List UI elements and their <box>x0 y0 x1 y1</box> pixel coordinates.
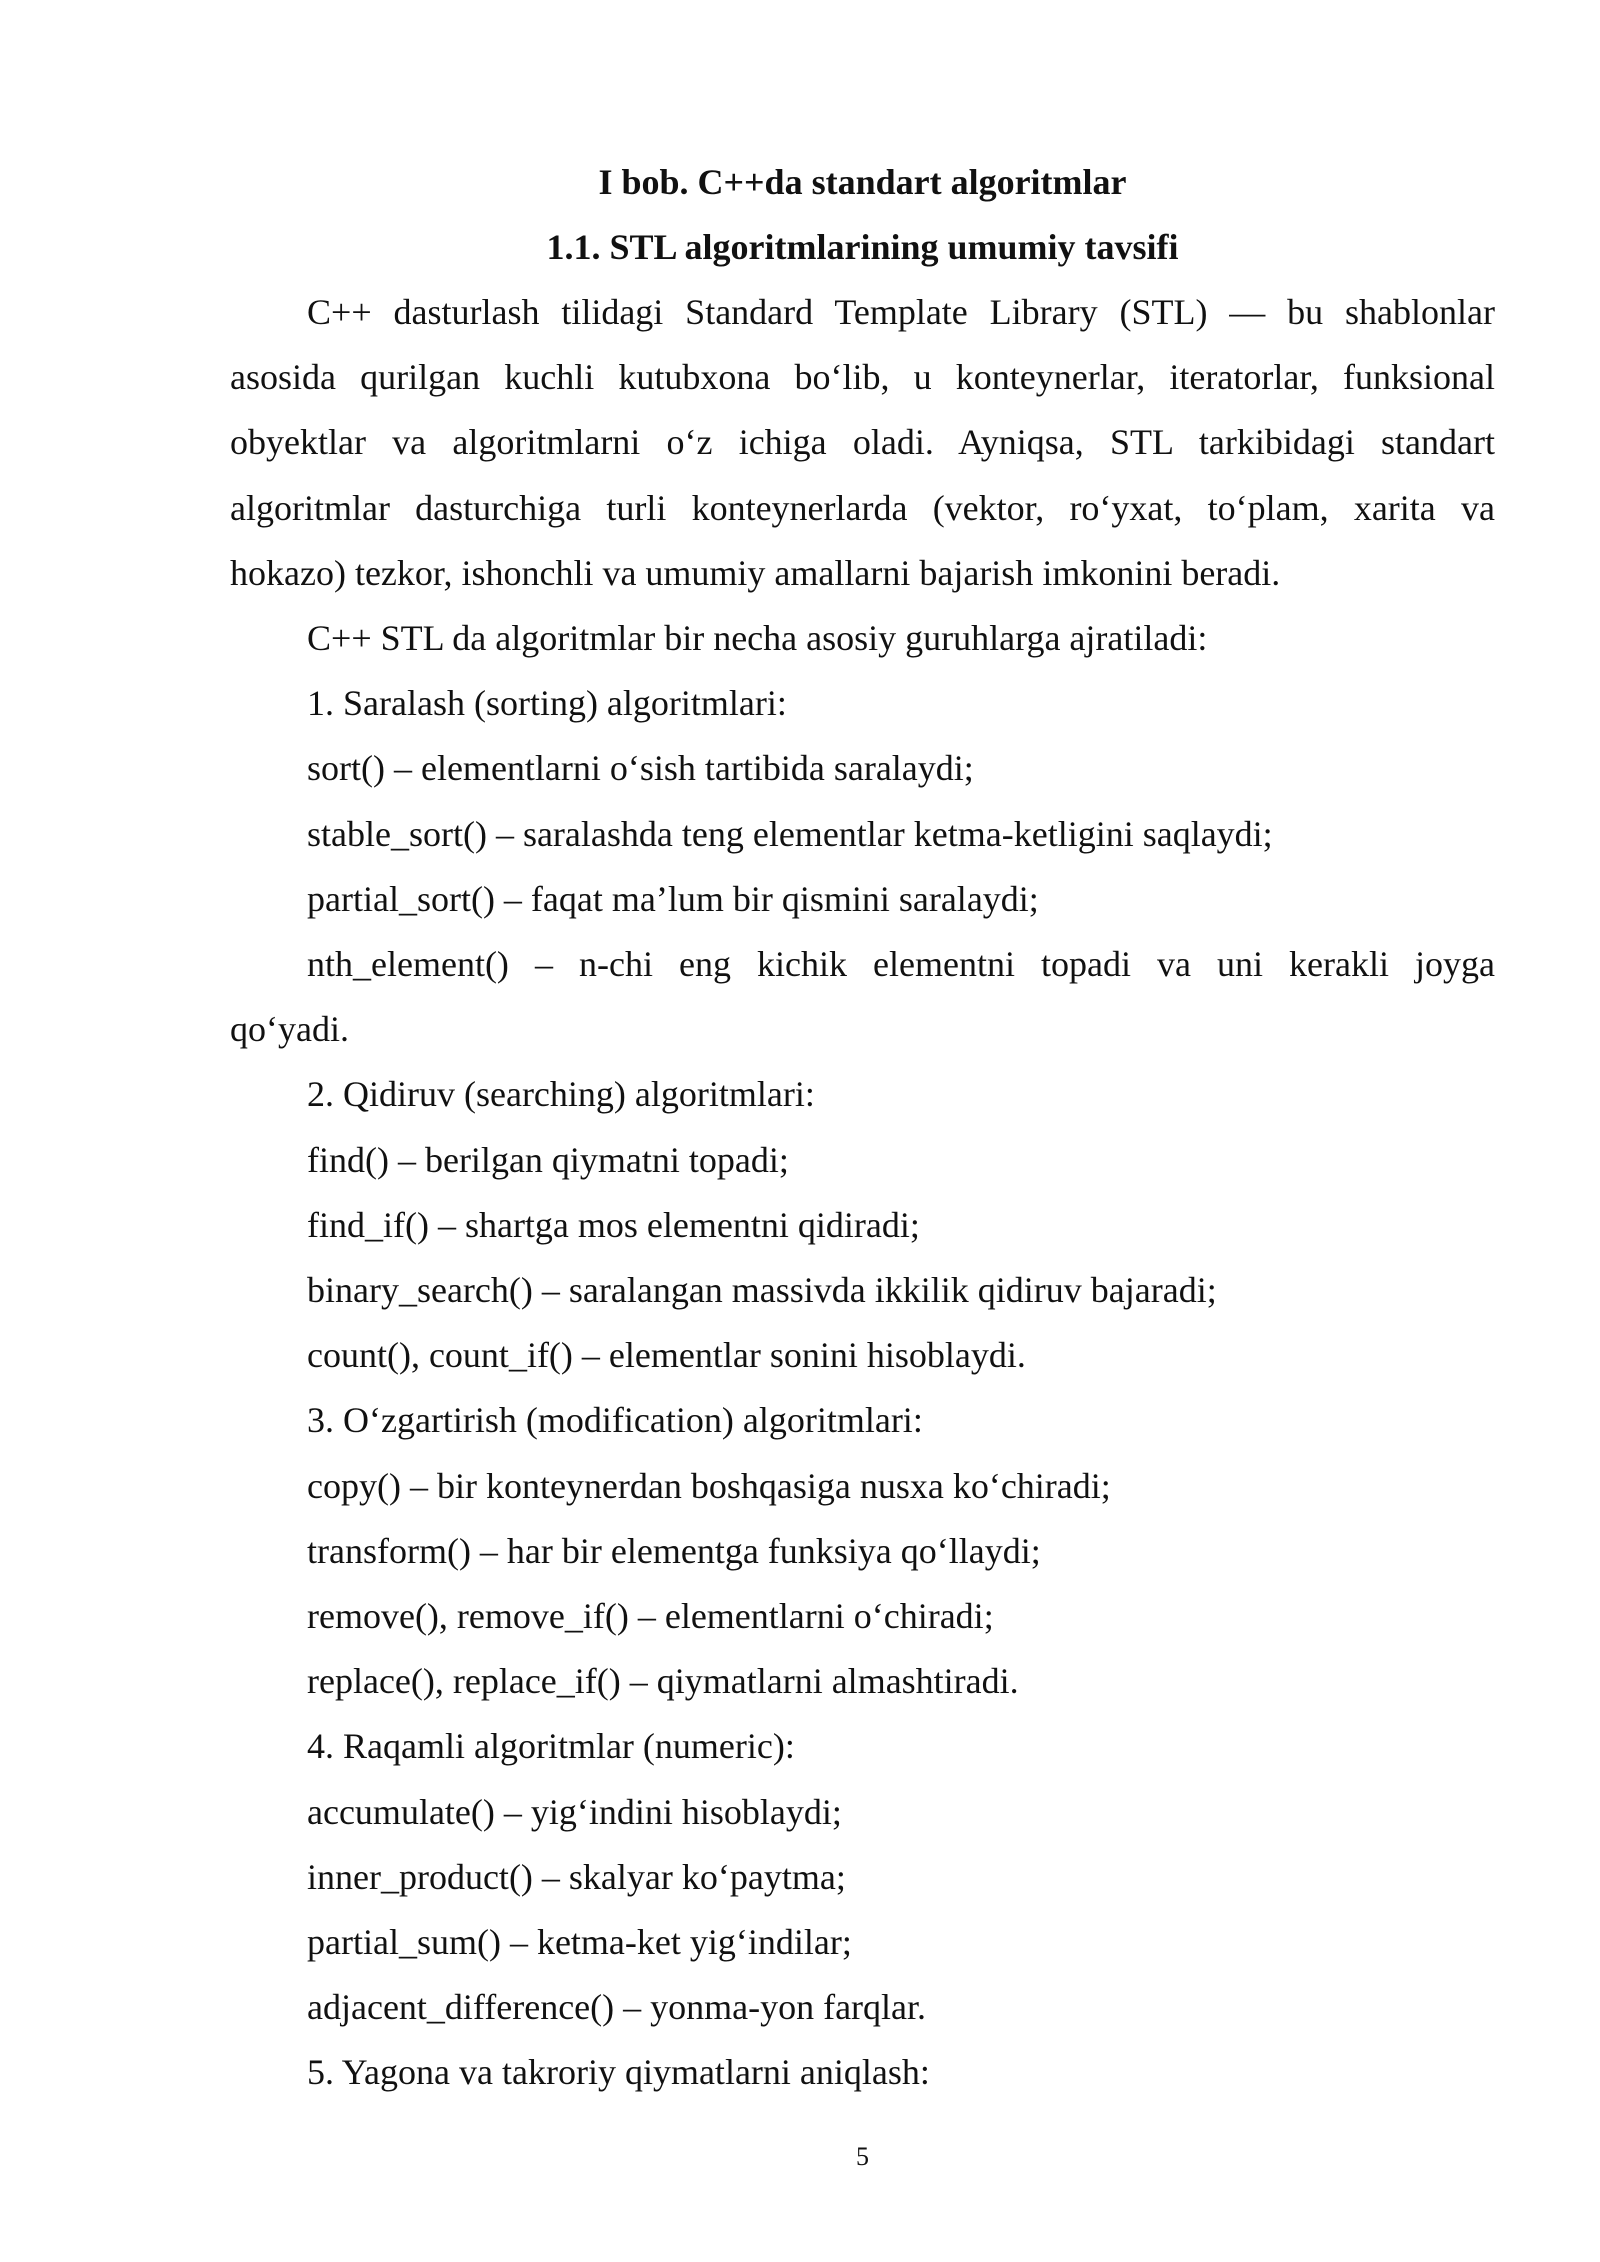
group-title-searching: 2. Qidiruv (searching) algoritmlari: <box>307 1074 815 1115</box>
list-item: find() – berilgan qiymatni topadi; <box>307 1139 789 1180</box>
list-item-continuation: qo‘yadi. <box>230 1009 349 1050</box>
searching-group <box>230 1062 1495 1388</box>
list-item: partial_sort() – faqat ma’lum bir qismini saralaydi; <box>307 878 1039 919</box>
intro-paragraph <box>230 280 1495 606</box>
list-item: count(), count_if() – elementlar sonini hisoblaydi. <box>307 1335 1026 1376</box>
list-item: stable_sort() – saralashda teng elementlar ketma-ketligini saqlaydi; <box>307 813 1273 854</box>
groups-intro: C++ STL da algoritmlar bir necha asosiy guruhlarga ajratiladi: <box>307 618 1208 659</box>
group-title-unique: 5. Yagona va takroriy qiymatlarni aniqlash: <box>307 2052 930 2093</box>
group-title-numeric: 4. Raqamli algoritmlar (numeric): <box>307 1726 795 1767</box>
intro-line: asosida qurilgan kuchli kutubxona bo‘lib, u konteynerlar, iteratorlar, funksional <box>230 357 1495 398</box>
intro-line: hokazo) tezkor, ishonchli va umumiy amallarni bajarish imkonini beradi. <box>230 552 1281 593</box>
group-title-modification: 3. O‘zgartirish (modification) algoritmlari: <box>307 1400 923 1441</box>
list-item: binary_search() – saralangan massivda ikkilik qidiruv bajaradi; <box>307 1270 1217 1311</box>
list-item: inner_product() – skalyar ko‘paytma; <box>307 1856 846 1897</box>
intro-line: algoritmlar dasturchiga turli konteynerlarda (vektor, ro‘yxat, to‘plam, xarita va <box>230 487 1495 528</box>
group-title-sorting: 1. Saralash (sorting) algoritmlari: <box>307 683 787 724</box>
list-item: accumulate() – yig‘indini hisoblaydi; <box>307 1791 842 1832</box>
list-item-nth-element: nth_element() – n-chi eng kichik elementni topadi va uni kerakli joyga <box>307 944 1495 985</box>
list-item: copy() – bir konteynerdan boshqasiga nusxa ko‘chiradi; <box>307 1465 1111 1506</box>
list-item: sort() – elementlarni o‘sish tartibida saralaydi; <box>307 748 974 789</box>
numeric-group <box>230 1714 1495 2040</box>
page-body <box>230 150 1495 2106</box>
list-item: remove(), remove_if() – elementlarni o‘chiradi; <box>307 1596 994 1637</box>
list-item: transform() – har bir elementga funksiya qo‘llaydi; <box>307 1530 1041 1571</box>
list-item: find_if() – shartga mos elementni qidiradi; <box>307 1204 920 1245</box>
page-number: 5 <box>856 2142 869 2171</box>
sorting-group <box>230 671 1495 1062</box>
list-item: partial_sum() – ketma-ket yig‘indilar; <box>307 1922 852 1963</box>
list-item: replace(), replace_if() – qiymatlarni almashtiradi. <box>307 1661 1019 1702</box>
chapter-heading: I bob. C++da standart algoritmlar <box>598 162 1127 202</box>
list-item: adjacent_difference() – yonma-yon farqlar. <box>307 1987 927 2028</box>
intro-line: C++ dasturlash tilidagi Standard Template Library (STL) — bu shablonlar <box>307 292 1495 332</box>
section-heading: 1.1. STL algoritmlarining umumiy tavsifi <box>546 227 1179 267</box>
intro-line: obyektlar va algoritmlarni o‘z ichiga oladi. Ayniqsa, STL tarkibidagi standart <box>230 422 1495 463</box>
modification-group <box>230 1388 1495 1714</box>
unique-group <box>230 2040 1495 2105</box>
